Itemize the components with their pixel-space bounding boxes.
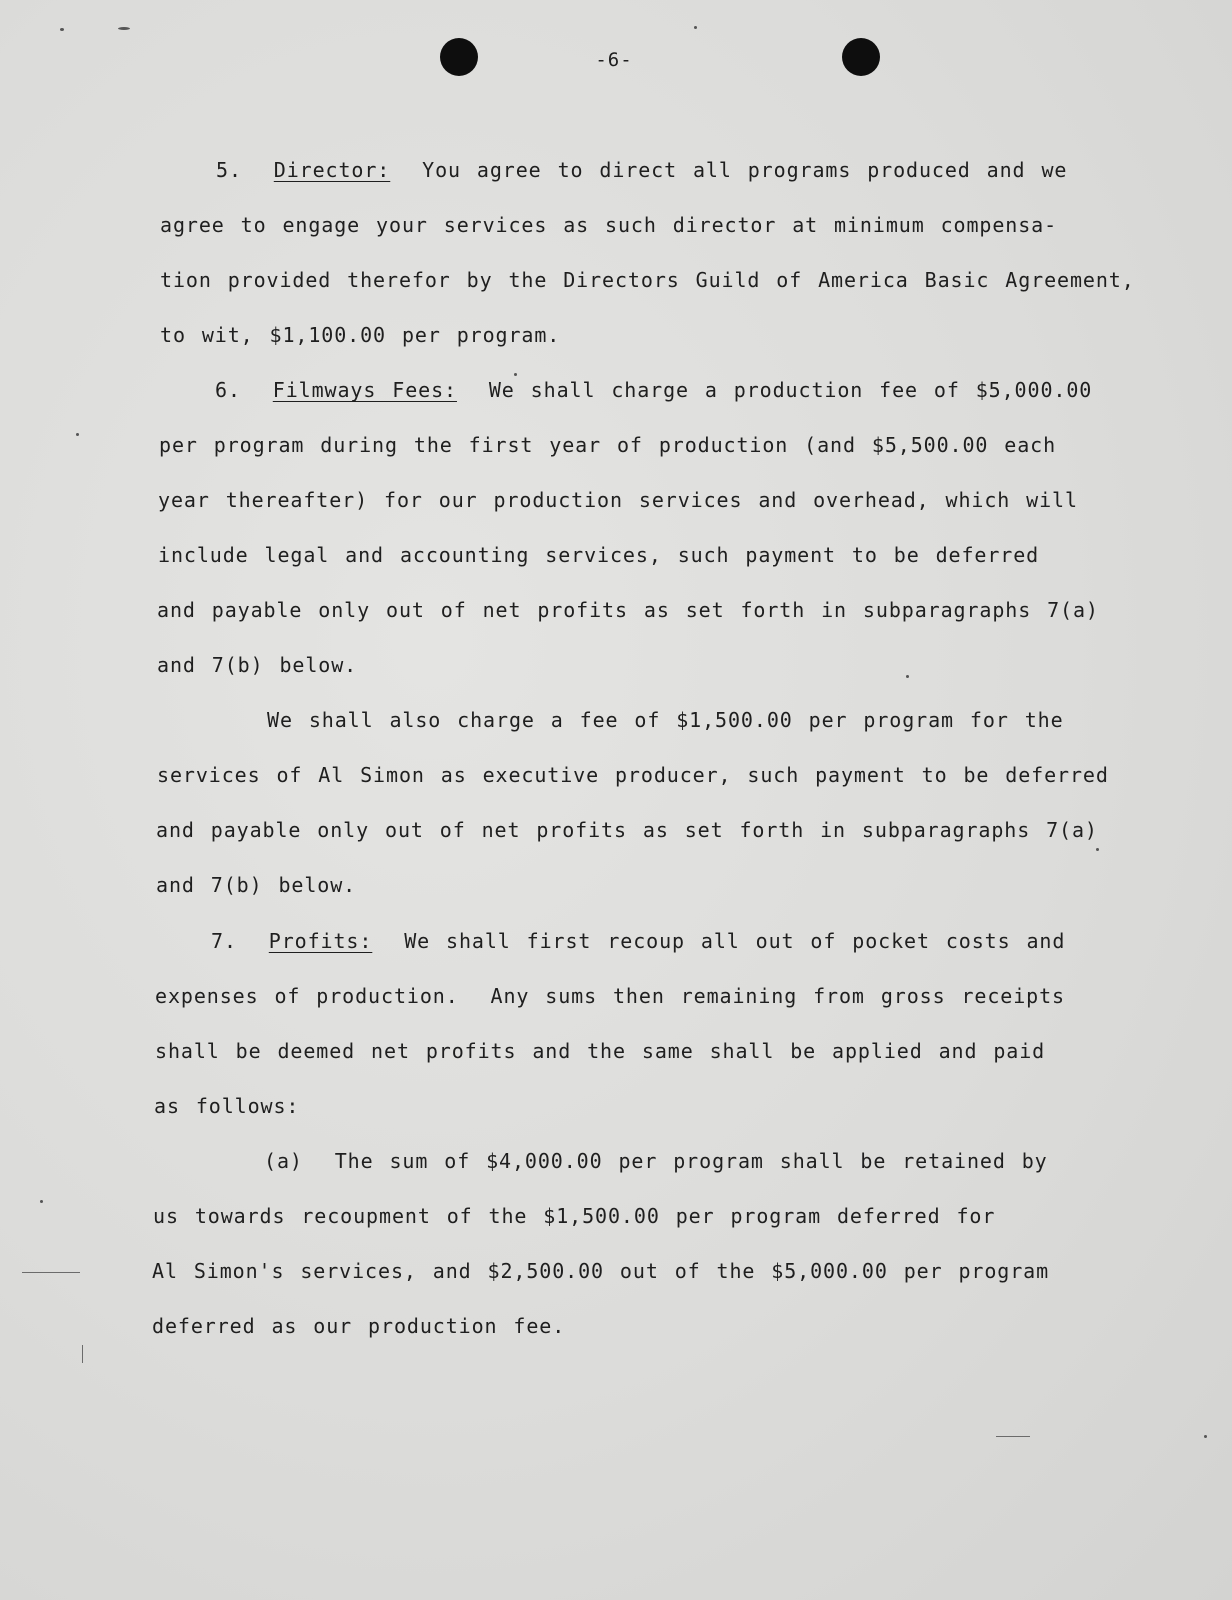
scan-speck bbox=[906, 675, 909, 678]
scan-speck bbox=[40, 1200, 43, 1203]
section-7-line-4: as follows: bbox=[154, 1094, 300, 1118]
scan-speck bbox=[1096, 848, 1099, 851]
section-7-number: 7. bbox=[211, 929, 237, 953]
section-6-first-line bbox=[215, 378, 1092, 402]
page-number bbox=[0, 49, 1232, 71]
section-7-line-2: expenses of production. Any sums then remaining from gross receipts bbox=[155, 984, 1065, 1008]
section-7-line-1: We shall first recoup all out of pocket costs and bbox=[404, 929, 1066, 953]
section-6-heading: Filmways Fees: bbox=[272, 378, 457, 402]
section-7a-line-2: us towards recoupment of the $1,500.00 per program deferred for bbox=[153, 1204, 996, 1228]
section-5-line-2: agree to engage your services as such director at minimum compensa- bbox=[160, 213, 1058, 237]
section-6-para2-line-1: We shall also charge a fee of $1,500.00 per program for the bbox=[267, 708, 1064, 732]
section-7a-first-line bbox=[264, 1149, 1048, 1173]
scan-speck bbox=[514, 373, 517, 376]
scan-speck bbox=[76, 433, 79, 436]
section-5-line-3: tion provided therefor by the Directors Guild of America Basic Agreement, bbox=[160, 268, 1135, 292]
scan-speck bbox=[60, 28, 64, 31]
section-5-number: 5. bbox=[216, 158, 242, 182]
section-6-line-5: and payable only out of net profits as set forth in subparagraphs 7(a) bbox=[157, 598, 1099, 622]
section-6-para2-line-3: and payable only out of net profits as set forth in subparagraphs 7(a) bbox=[156, 818, 1098, 842]
section-7a-line-4: deferred as our production fee. bbox=[152, 1314, 566, 1338]
page-number-text: -6- bbox=[595, 49, 633, 71]
section-7a-label: (a) bbox=[264, 1149, 303, 1173]
section-7a-line-1: The sum of $4,000.00 per program shall be retained by bbox=[334, 1149, 1048, 1173]
section-7-first-line bbox=[211, 929, 1065, 953]
scan-speck bbox=[118, 27, 130, 30]
section-6-para2-line-2: services of Al Simon as executive producer, such payment to be deferred bbox=[157, 763, 1109, 787]
scan-speck bbox=[694, 26, 697, 29]
section-7-heading: Profits: bbox=[268, 929, 373, 953]
section-5-heading: Director: bbox=[273, 158, 391, 182]
section-5-line-1: You agree to direct all programs produced and we bbox=[422, 158, 1068, 182]
scan-mark bbox=[996, 1436, 1030, 1437]
section-6-line-2: per program during the first year of production (and $5,500.00 each bbox=[159, 433, 1057, 457]
section-6-line-4: include legal and accounting services, such payment to be deferred bbox=[158, 543, 1040, 567]
section-6-line-6: and 7(b) below. bbox=[157, 653, 358, 677]
scan-speck bbox=[1204, 1435, 1207, 1438]
section-6-line-3: year thereafter) for our production services and overhead, which will bbox=[158, 488, 1078, 512]
section-7-line-3: shall be deemed net profits and the same shall be applied and paid bbox=[155, 1039, 1046, 1063]
section-5-first-line bbox=[216, 158, 1067, 182]
section-5-line-4: to wit, $1,100.00 per program. bbox=[160, 323, 561, 347]
scan-mark bbox=[22, 1272, 80, 1273]
section-7a-line-3: Al Simon's services, and $2,500.00 out of the $5,000.00 per program bbox=[152, 1259, 1050, 1283]
scan-mark bbox=[82, 1345, 83, 1363]
section-6-line-1: We shall charge a production fee of $5,000.00 bbox=[488, 378, 1093, 402]
section-6-number: 6. bbox=[215, 378, 241, 402]
section-6-para2-line-4: and 7(b) below. bbox=[156, 873, 357, 897]
